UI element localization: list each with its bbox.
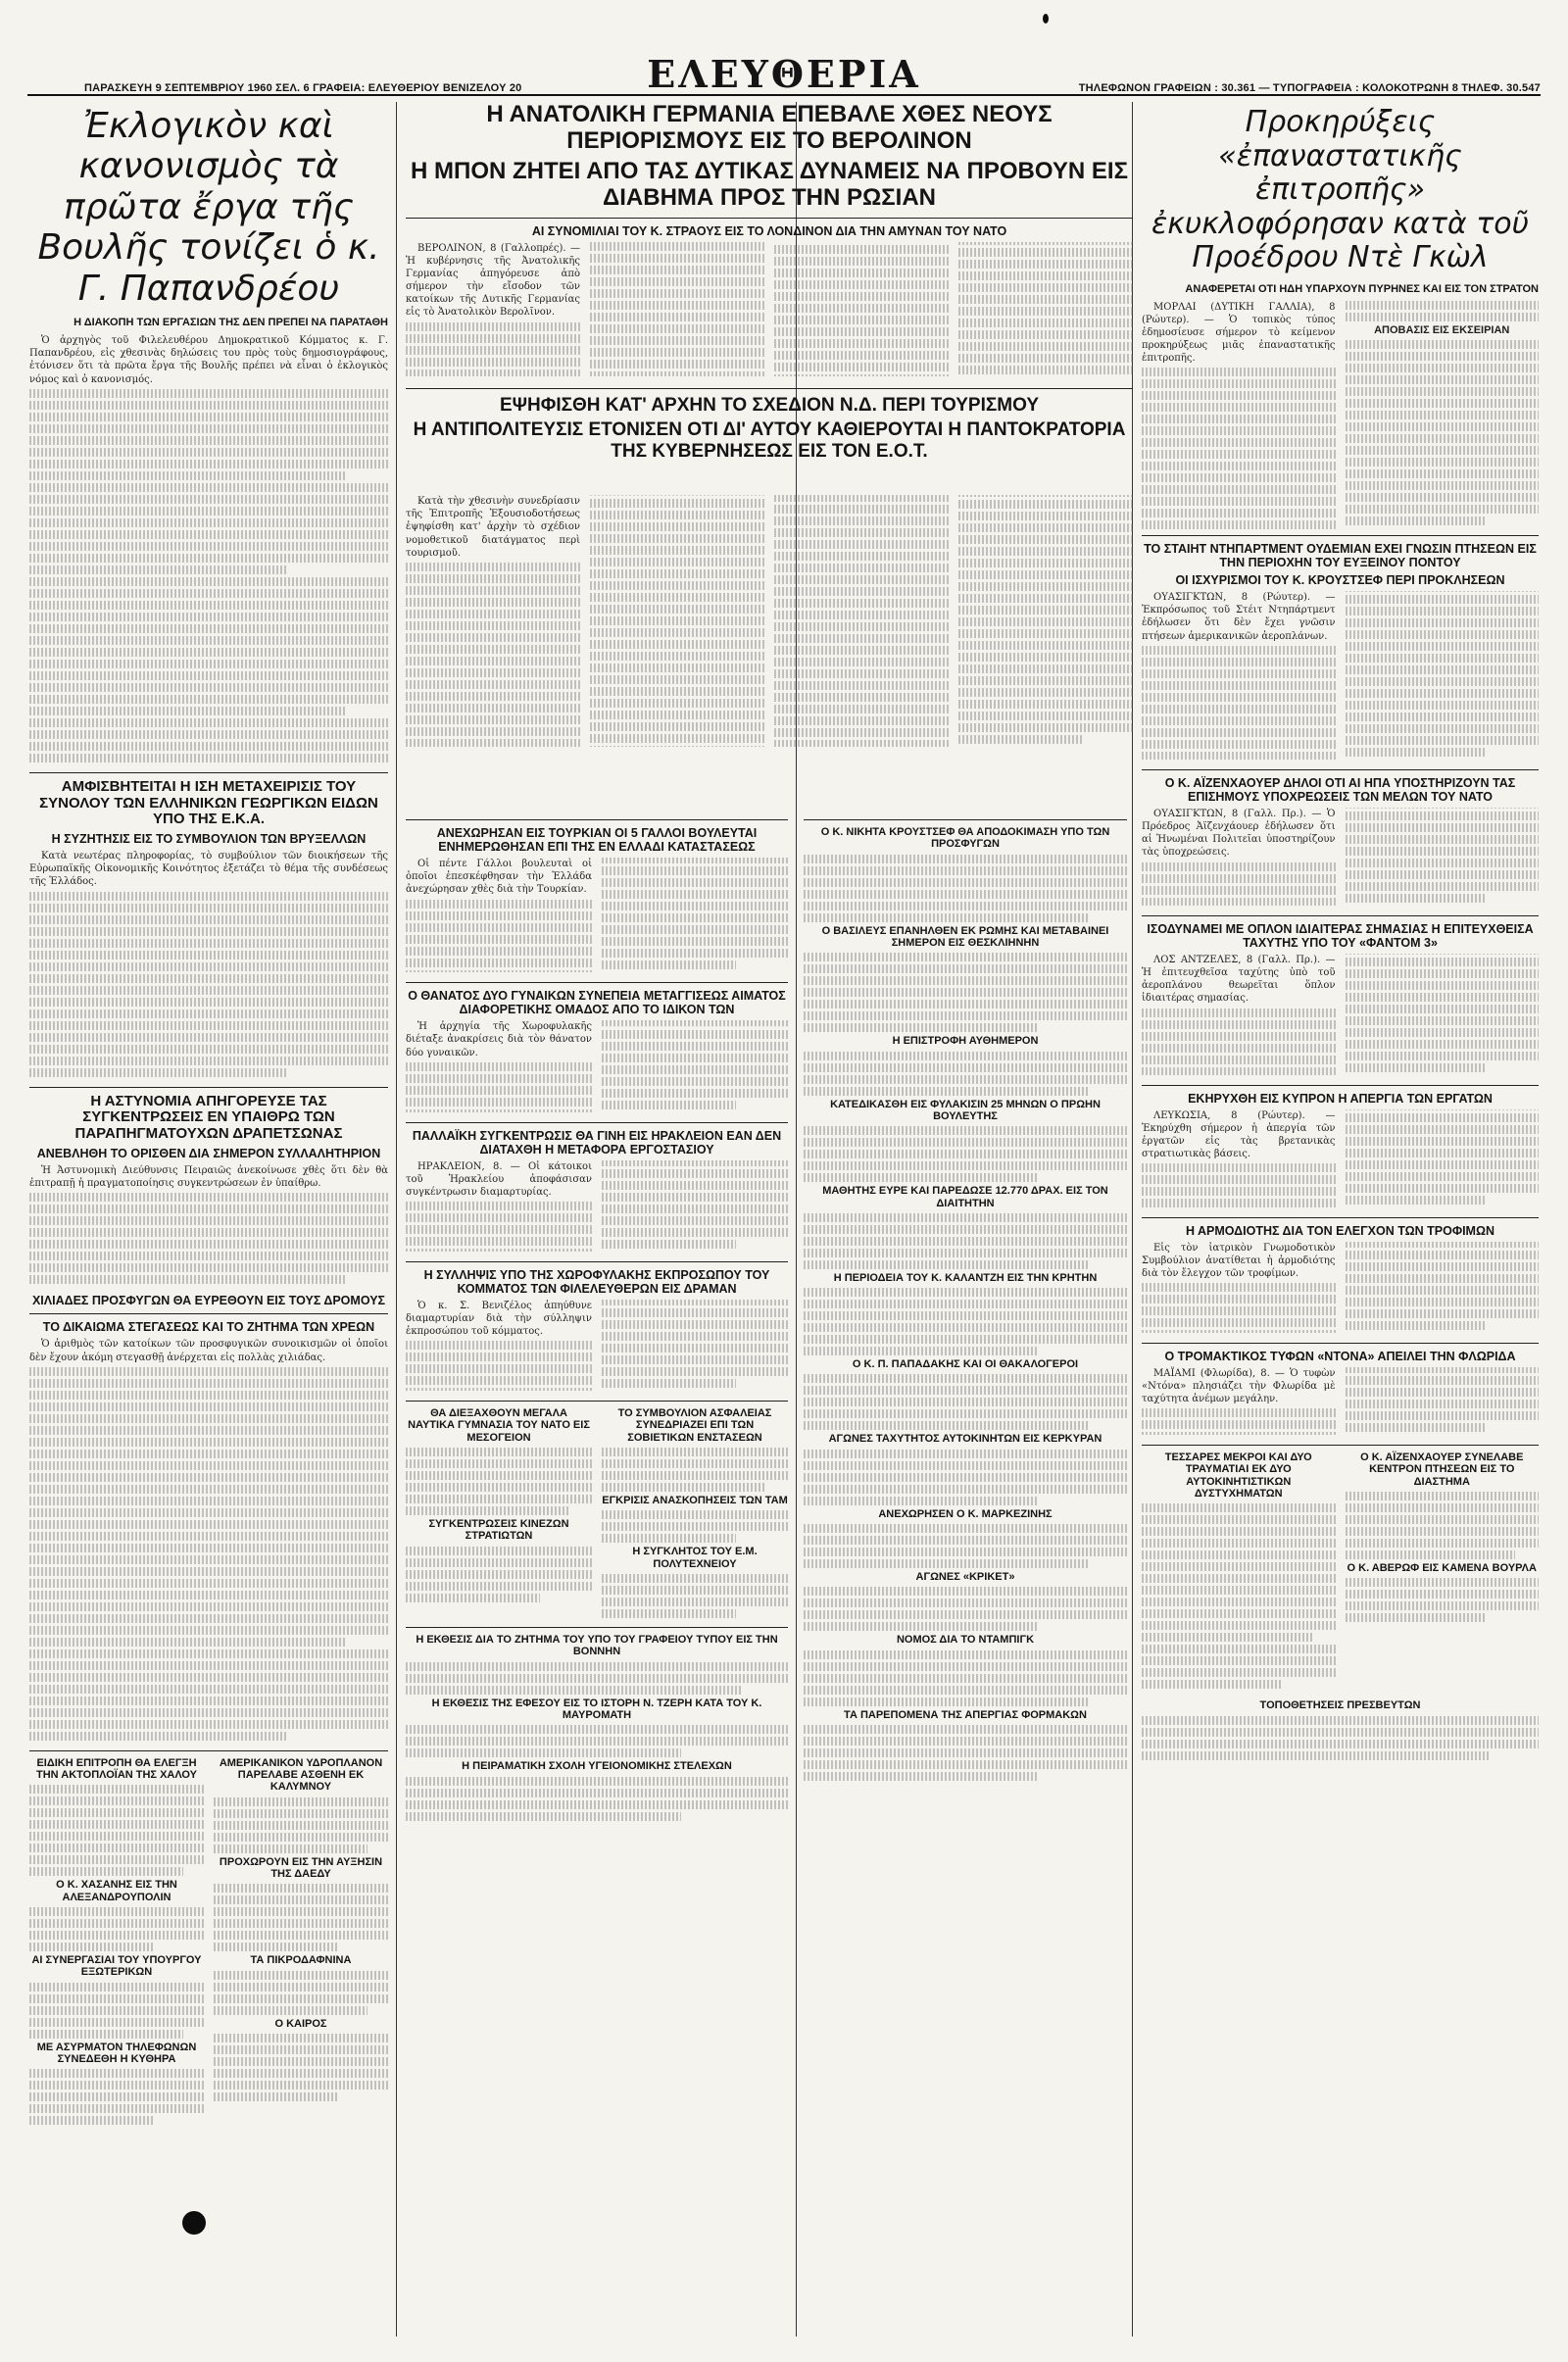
right-briefs-col-a [1142, 1452, 1336, 1692]
eisenhower-nato-body: ΟΥΑΣΙΓΚΤΩΝ, 8 (Γαλλ. Πρ.). — Ὁ Πρόεδρος Ἀϊζενχάουερ ἐδήλωσεν ὅτι αἱ Ἡνωμέναι Πολιτεῖαι ὑποστηρίζουν τὰς ὑποχρεώσεις. [1142, 808, 1539, 906]
story-eka-deck: Η ΣΥΖΗΤΗΣΙΣ ΕΙΣ ΤΟ ΣΥΜΒΟΥΛΙΟΝ ΤΩΝ ΒΡΥΞΕΛΛΩΝ [51, 832, 367, 847]
brief-security-council-headline: ΤΟ ΣΥΜΒΟΥΛΙΟΝ ΑΣΦΑΛΕΙΑΣ ΣΥΝΕΔΡΙΑΖΕΙ ΕΠΙ ΤΩΝ ΣΟΒΙΕΤΙΚΩΝ ΕΝΣΤΑΣΕΩΝ [617, 1407, 772, 1444]
right-briefs-col-b [1346, 1452, 1540, 1692]
center-briefs [406, 1407, 788, 1621]
brief-kythira-headline: ΜΕ ΑΣΥΡΜΑΤΟΝ ΤΗΛΕΦΩΝΩΝ ΣΥΝΕΔΕΘΗ Η ΚΥΘΗΡΑ [36, 2041, 197, 2065]
brief-daedy-headline: ΠΡΟΧΩΡΟΥΝ ΕΙΣ ΤΗΝ ΑΥΞΗΣΙΝ ΤΗΣ ΔΑΕΔΥ [219, 1855, 383, 1881]
brief-chasanis-headline: Ο Κ. ΧΑΣΑΝΗΣ ΕΙΣ ΤΗΝ ΑΛΕΞΑΝΔΡΟΥΠΟΛΙΝ [56, 1879, 177, 1903]
story-police-body: Ἡ Ἀστυνομικὴ Διεύθυνσις Πειραιῶς ἀνεκοίνωσε χθὲς ὅτι δὲν θὰ ἐπιτραπῇ ἡ πραγματοποίησις συγκεντρώσεων ἐν ὑπαίθρω. [29, 1164, 388, 1284]
brief-polytechnic-headline: Η ΣΥΓΚΛΗΤΟΣ ΤΟΥ Ε.Μ. ΠΟΛΥΤΕΧΝΕΙΟΥ [632, 1546, 758, 1570]
column-left [29, 102, 388, 2337]
story-eisenhower-nato [1142, 776, 1539, 906]
brief-weather-headline: Ο ΚΑΙΡΟΣ [274, 2017, 327, 2030]
masthead-phones: ΤΗΛΕΦΩΝΟΝ ΓΡΑΦΕΙΩΝ : 30.361 — ΤΥΠΟΓΡΑΦΕΙΑ : ΚΟΛΟΚΟΤΡΩΝΗ 8 ΤΗΛΕΦ. 30.547 [1078, 82, 1541, 94]
eisenhower-nato-headline: Ο Κ. ΑΪΖΕΝΧΑΟΥΕΡ ΔΗΛΟΙ ΟΤΙ ΑΙ ΗΠΑ ΥΠΟΣΤΗΡΙΖΟΥΝ ΤΑΣ ΕΠΙΣΗΜΟΥΣ ΥΠΟΧΡΕΩΣΕΙΣ ΤΩΝ ΜΕΛΩΝ ΤΟΥ ΝΑΤΟ [1164, 775, 1516, 804]
brief-markezinis-headline: ΑΝΕΧΩΡΗΣΕΝ Ο Κ. ΜΑΡΚΕΖΙΝΗΣ [878, 1507, 1053, 1520]
brief-ephesus-headline: Η ΕΚΘΕΣΙΣ ΤΗΣ ΕΦΕΣΟΥ ΕΙΣ ΤΟ ΙΣΤΟΡΗ Ν. ΤΖΕΡΗ ΚΑΤΑ ΤΟΥ Κ. ΜΑΥΡΟΜΑΤΗ [431, 1697, 762, 1721]
state-department-deck: ΟΙ ΙΣΧΥΡΙΣΜΟΙ ΤΟΥ Κ. ΚΡΟΥΣΤΣΕΦ ΠΕΡΙ ΠΡΟΚΛΗΣΕΩΝ [1175, 573, 1505, 587]
story-state-department [1142, 542, 1539, 760]
brief-papadakis-headline: Ο Κ. Π. ΠΑΠΑΔΑΚΗΣ ΚΑΙ ΟΙ ΘΑΚΑΛΟΓΕΡΟΙ [852, 1358, 1079, 1371]
typhoon-headline: Ο ΤΡΟΜΑΚΤΙΚΟΣ ΤΥΦΩΝ «ΝΤΟΝΑ» ΑΠΕΙΛΕΙ ΤΗΝ ΦΛΩΡΙΔΑ [1164, 1349, 1516, 1363]
cyprus-strike-body: ΛΕΥΚΩΣΙΑ, 8 (Ρώυτερ). — Ἐκηρύχθη σήμερον ἡ ἀπεργία τῶν ἐργατῶν εἰς τὰς βρετανικὰς στρατιωτικὰς βάσεις. [1142, 1109, 1539, 1207]
brief-foreign-minister-headline: ΑΙ ΣΥΝΕΡΓΑΣΙΑΙ ΤΟΥ ΥΠΟΥΡΓΟΥ ΕΞΩΤΕΡΙΚΩΝ [31, 1954, 202, 1979]
story-refugees-headline: ΧΙΛΙΑΔΕΣ ΠΡΟΣΦΥΓΩΝ ΘΑ ΕΥΡΕΘΟΥΝ ΕΙΣ ΤΟΥΣ ΔΡΟΜΟΥΣ [31, 1294, 386, 1308]
brief-student-headline: ΜΑΘΗΤΗΣ ΕΥΡΕ ΚΑΙ ΠΑΡΕΔΩΣΕ 12.770 ΔΡΑΧ. ΕΙΣ ΤΟΝ ΔΙΑΙΤΗΤΗΝ [822, 1185, 1108, 1209]
cyprus-strike-headline: ΕΚΗΡΥΧΘΗ ΕΙΣ ΚΥΠΡΟΝ Η ΑΠΕΡΓΙΑ ΤΩΝ ΕΡΓΑΤΩΝ [1188, 1091, 1493, 1106]
story-eka-body: Κατὰ νεωτέρας πληροφορίας, τὸ συμβούλιον τῶν διοικήσεων τῆς Εὐρωπαϊκῆς Οἰκονομικῆς Κοινότητος ἐξετάζει τὸ θέμα τῆς συνδέσεως τῆς Ἑλλάδος. [29, 850, 388, 1077]
right-column [1142, 529, 1539, 2362]
story-phantom [1142, 922, 1539, 1075]
transfusion-headline: Ο ΘΑΝΑΤΟΣ ΔΥΟ ΓΥΝΑΙΚΩΝ ΣΥΝΕΠΕΙΑ ΜΕΤΑΓΓΙΣΕΩΣ ΑΙΜΑΤΟΣ ΔΙΑΦΟΡΕΤΙΚΗΣ ΟΜΑΔΟΣ ΑΠΟ ΤΟ ΙΔΙΚΟΝ ΤΩΝ [408, 989, 786, 1017]
brief-accidents-headline: ΤΕΣΣΑΡΕΣ ΜΕΚΡΟΙ ΚΑΙ ΔΥΟ ΤΡΑΥΜΑΤΙΑΙ ΕΚ ΔΥΟ ΑΥΤΟΚΙΝΗΤΙΣΤΙΚΩΝ ΔΥΣΤΥΧΗΜΑΤΩΝ [1164, 1452, 1312, 1500]
opposition-headline: Η ΑΝΤΙΠΟΛΙΤΕΥΣΙΣ ΕΤΟΝΙΣΕΝ ΟΤΙ ΔΙ' ΑΥΤΟΥ ΚΑΘΙΕΡΟΥΤΑΙ Η ΠΑΝΤΟΚΡΑΤΟΡΙΑ ΤΗΣ ΚΥΒΕΡΝΗΣΕΩΣ ΕΙΣ ΤΟΝ Ε.Ο.Τ. [413, 419, 1126, 462]
degaulle-subhead: ΑΠΟΒΑΣΙΣ ΕΙΣ ΕΚΣΕΙΡΙΑΝ [1374, 323, 1510, 336]
state-department-body: ΟΥΑΣΙΓΚΤΩΝ, 8 (Ρώυτερ). — Ἐκπρόσωπος τοῦ Στέιτ Ντηπάρτμεντ ἐδήλωσεν ὅτι δὲν ἔχει γνῶσιν πτήσεων ἀμερικανικῶν ἀεροπλάνων. [1142, 591, 1539, 760]
drama-arrest-headline: Η ΣΥΛΛΗΨΙΣ ΥΠΟ ΤΗΣ ΧΩΡΟΦΥΛΑΚΗΣ ΕΚΠΡΟΣΩΠΟΥ ΤΟΥ ΚΟΜΜΑΤΟΣ ΤΩΝ ΦΙΛΕΛΕΥΘΕΡΩΝ ΕΙΣ ΔΡΑΜΑΝ [423, 1267, 770, 1296]
state-department-headline: ΤΟ ΣΤΑΙΗΤ ΝΤΗΠΑΡΤΜΕΝΤ ΟΥΔΕΜΙΑΝ ΕΧΕΙ ΓΝΩΣΙΝ ΠΤΗΣΕΩΝ ΕΙΣ ΤΗΝ ΠΕΡΙΟΧΗΝ ΤΟΥ ΕΥΞΕΙΝΟΥ ΠΟΝΤΟΥ [1144, 542, 1537, 569]
story-heraklion [406, 1129, 788, 1252]
masthead [27, 53, 1541, 96]
story-cyprus-strike [1142, 1092, 1539, 1207]
lead-headline: Ἐκλογικὸν καὶ κανονισμὸς τὰ πρῶτα ἔργα τῆς Βουλῆς τονίζει ὁ κ. Γ. Παπανδρέου [37, 106, 380, 309]
transfusion-body: Ἡ ἀρχηγία τῆς Χωροφυλακῆς διέταξε ἀνακρίσεις διὰ τὸν θάνατον δύο γυναικῶν. [406, 1020, 788, 1111]
brief-king-headline: Ο ΒΑΣΙΛΕΥΣ ΕΠΑΝΗΛΘΕΝ ΕΚ ΡΩΜΗΣ ΚΑΙ ΜΕΤΑΒΑΙΝΕΙ ΣΗΜΕΡΟΝ ΕΙΣ ΘΕΣΚΛΙΗΝΗΝ [821, 924, 1109, 949]
brief-corfu-racing-headline: ΑΓΩΝΕΣ ΤΑΧΥΤΗΤΟΣ ΑΥΤΟΚΙΝΗΤΩΝ ΕΙΣ ΚΕΡΚΥΡΑΝ [828, 1433, 1102, 1446]
brief-dumping-headline: ΝΟΜΟΣ ΔΙΑ ΤΟ ΝΤΑΜΠΙΓΚ [896, 1634, 1035, 1647]
right-briefs [1142, 1452, 1539, 1692]
food-control-headline: Η ΑΡΜΟΔΙΟΤΗΣ ΔΙΑ ΤΟΝ ΕΛΕΓΧΟΝ ΤΩΝ ΤΡΟΦΙΜΩΝ [1185, 1223, 1495, 1238]
left-briefs-col-a [29, 1757, 204, 2129]
brief-ambassadors-headline: ΤΟΠΟΘΕΤΗΣΕΙΣ ΠΡΕΣΒΕΥΤΩΝ [1259, 1699, 1421, 1712]
bonn-headline: Η ΜΠΟΝ ΖΗΤΕΙ ΑΠΟ ΤΑΣ ΔΥΤΙΚΑΣ ΔΥΝΑΜΕΙΣ ΝΑ ΠΡΟΒΟΥΝ ΕΙΣ ΔΙΑΒΗΜΑ ΠΡΟΣ ΤΗΝ ΡΩΣΙΑΝ [411, 157, 1128, 211]
french-mps-body: Οἱ πέντε Γάλλοι βουλευταὶ οἱ ὁποῖοι ἐπεσκέφθησαν τὴν Ἑλλάδα ἀνεχώρησαν χθὲς διὰ τὴν Τουρκίαν. [406, 858, 788, 972]
french-mps-headline: ΑΝΕΧΩΡΗΣΑΝ ΕΙΣ ΤΟΥΡΚΙΑΝ ΟΙ 5 ΓΑΛΛΟΙ ΒΟΥΛΕΥΤΑΙ ΕΝΗΜΕΡΩΘΗΣΑΝ ΕΠΙ ΤΗΣ ΕΝ ΕΛΛΑΔΙ ΚΑΤΑΣΤΑΣΕΩΣ [436, 826, 758, 854]
story-transfusion [406, 989, 788, 1111]
berlin-headline: Η ΑΝΑΤΟΛΙΚΗ ΓΕΡΜΑΝΙΑ ΕΠΕΒΑΛΕ ΧΘΕΣ ΝΕΟΥΣ ΠΕΡΙΟΡΙΣΜΟΥΣ ΕΙΣ ΤΟ ΒΕΡΟΛΙΝΟΝ [486, 102, 1053, 154]
brief-chinese-troops-headline: ΣΥΓΚΕΝΤΡΩΣΕΙΣ ΚΙΝΕΖΩΝ ΣΤΡΑΤΙΩΤΩΝ [428, 1518, 569, 1543]
heraklion-body: ΗΡΑΚΛΕΙΟΝ, 8. — Οἱ κάτοικοι τοῦ Ἡρακλείου ἀποφάσισαν συγκέντρωσιν διαμαρτυρίας. [406, 1160, 788, 1252]
drama-arrest-body: Ὁ κ. Σ. Βενιζέλος ἀπηύθυνε διαμαρτυρίαν διὰ τὴν σύλληψιν ἐκπροσώπου τοῦ κόμματος. [406, 1300, 788, 1391]
tourism-headline: ΕΨΗΦΙΣΘΗ ΚΑΤ' ΑΡΧΗΝ ΤΟ ΣΧΕΔΙΟΝ Ν.Δ. ΠΕΡΙ ΤΟΥΡΙΣΜΟΥ [499, 395, 1040, 416]
story-eka-headline: ΑΜΦΙΣΒΗΤΕΙΤΑΙ Η ΙΣΗ ΜΕΤΑΧΕΙΡΙΣΙΣ ΤΟΥ ΣΥΝΟΛΟΥ ΤΩΝ ΕΛΛΗΝΙΚΩΝ ΓΕΩΡΓΙΚΩΝ ΕΙΔΩΝ ΥΠΟ ΤΗΣ Ε.Κ.Α. [39, 777, 378, 828]
ink-mark [1043, 14, 1049, 24]
left-briefs [29, 1757, 388, 2129]
berlin-body: ΒΕΡΟΛΙΝΟΝ, 8 (Γαλλοπρές). — Ἡ κυβέρνησις τῆς Ἀνατολικῆς Γερμανίας ἀπηγόρευσε ἀπὸ σήμερον τὴν εἴσοδον τῶν κατοίκων τῆς Δυτικῆς Γερμανίας εἰς τὸ Ἀνατολικὸν Βερολῖνον. [406, 242, 1133, 377]
center-briefs-col-a [406, 1407, 592, 1621]
center-right-column [804, 813, 1127, 2337]
brief-bonn-press-headline: Η ΕΚΘΕΣΙΣ ΔΙΑ ΤΟ ΖΗΤΗΜΑ ΤΟΥ ΥΠΟ ΤΟΥ ΓΡΑΦΕΙΟΥ ΤΥΠΟΥ ΕΙΣ ΤΗΝ ΒΟΝΝΗΝ [416, 1634, 778, 1658]
brief-cricket-headline: ΑΓΩΝΕΣ «ΚΡΙΚΕΤ» [915, 1571, 1015, 1584]
phantom-body: ΛΟΣ ΑΝΤΖΕΛΕΣ, 8 (Γαλλ. Πρ.). — Ἡ ἐπιτευχθεῖσα ταχύτης ὑπὸ τοῦ ἀεροπλάνου θεωρεῖται ὅπλον ἰδιαιτέρας σημασίας. [1142, 954, 1539, 1075]
lead-story-papandreou [29, 106, 388, 763]
story-police [29, 1094, 388, 1285]
tourism-body: Κατὰ τὴν χθεσινὴν συνεδρίασιν τῆς Ἐπιτροπῆς Ἐξουσιοδοτήσεως ἐψηφίσθη κατ' ἀρχὴν τὸ σχέδιον νομοθετικοῦ διατάγματος περὶ τουρισμοῦ. [406, 495, 1133, 747]
story-drama-arrest [406, 1268, 788, 1391]
column-rule [396, 102, 397, 2337]
story-refugees-body: Ὁ ἀριθμὸς τῶν κατοίκων τῶν προσφυγικῶν συνοικισμῶν οἱ ὁποῖοι δὲν ἔχουν ἀκόμη στεγασθῇ ἀνέρχεται εἰς πολλὰς χιλιάδας. [29, 1338, 388, 1740]
berlin-story [406, 102, 1133, 376]
typhoon-body: ΜΑΪΑΜΙ (Φλωρίδα), 8. — Ὁ τυφὼν «Ντόνα» πλησιάζει τὴν Φλωρίδα μὲ ταχύτητα ἀνέμων μεγάλην. [1142, 1367, 1539, 1435]
brief-pharma-strike-headline: ΤΑ ΠΑΡΕΠΟΜΕΝΑ ΤΗΣ ΑΠΕΡΓΙΑΣ ΦΟΡΜΑΚΩΝ [844, 1708, 1087, 1721]
story-food-control [1142, 1224, 1539, 1333]
berlin-deck: ΑΙ ΣΥΝΟΜΙΛΙΑΙ ΤΟΥ Κ. ΣΤΡΑΟΥΣ ΕΙΣ ΤΟ ΛΟΝΔΙΝΟΝ ΔΙΑ ΤΗΝ ΑΜΥΝΑΝ ΤΟΥ ΝΑΤΟ [531, 223, 1007, 238]
center-lower-column [406, 813, 788, 2337]
food-control-body: Εἰς τὸν ἰατρικὸν Γνωμοδοτικὸν Συμβούλιον ἀνατίθεται ἡ ἁρμοδιότης διὰ τὸν ἔλεγχον τῶν τροφίμων. [1142, 1242, 1539, 1333]
story-police-headline: Η ΑΣΤΥΝΟΜΙΑ ΑΠΗΓΟΡΕΥΣΕ ΤΑΣ ΣΥΓΚΕΝΤΡΩΣΕΙΣ ΕΝ ΥΠΑΙΘΡΩ ΤΩΝ ΠΑΡΑΠΗΓΜΑΤΟΥΧΩΝ ΔΡΑΠΕΤΣΩΝΑΣ [74, 1092, 343, 1143]
brief-tam-headline: ΕΓΚΡΙΣΙΣ ΑΝΑΣΚΟΠΗΣΕΙΣ ΤΩΝ ΤΑΜ [602, 1495, 788, 1507]
story-french-mps [406, 826, 788, 972]
masthead-dateline: ΠΑΡΑΣΚΕΥΗ 9 ΣΕΠΤΕΜΒΡΙΟΥ 1960 ΣΕΛ. 6 ΓΡΑΦΕΙΑ: ΕΛΕΥΘΕΡΙΟΥ ΒΕΝΙΖΕΛΟΥ 20 [84, 82, 522, 94]
story-police-deck: ΑΝΕΒΛΗΘΗ ΤΟ ΟΡΙΣΘΕΝ ΔΙΑ ΣΗΜΕΡΟΝ ΣΥΛΛΑΛΗΤΗΡΙΟΝ [36, 1147, 381, 1161]
ink-blot [182, 2211, 206, 2235]
brief-seaplane-headline: ΑΜΕΡΙΚΑΝΙΚΟΝ ΥΔΡΟΠΛΑΝΟΝ ΠΑΡΕΛΑΒΕ ΑΣΘΕΝΗ ΕΚ ΚΑΛΥΜΝΟΥ [219, 1756, 383, 1794]
newspaper-title: ΕΛΕΥΘΕΡΙΑ [647, 52, 921, 96]
brief-space-headline: Ο Κ. ΑΪΖΕΝΧΑΟΥΕΡ ΣΥΝΕΛΑΒΕ ΚΕΝΤΡΟΝ ΠΤΗΣΕΩΝ ΕΙΣ ΤΟ ΔΙΑΣΤΗΜΑ [1360, 1452, 1524, 1488]
brief-health-school-headline: Η ΠΕΙΡΑΜΑΤΙΚΗ ΣΧΟΛΗ ΥΓΕΙΟΝΟΜΙΚΗΣ ΣΤΕΛΕΧΩΝ [462, 1760, 732, 1773]
brief-khrushchev-headline: Ο Κ. ΝΙΚΗΤΑ ΚΡΟΥΣΤΣΕΦ ΘΑ ΑΠΟΔΟΚΙΜΑΣΗ ΥΠΟ ΤΩΝ ΠΡΟΣΦΥΓΩΝ [820, 826, 1110, 851]
lead-deck: Η ΔΙΑΚΟΠΗ ΤΩΝ ΕΡΓΑΣΙΩΝ ΤΗΣ ΔΕΝ ΠΡΕΠΕΙ ΝΑ ΠΑΡΑΤΑΘΗ [74, 316, 388, 328]
lead-body: Ὁ ἀρχηγὸς τοῦ Φιλελευθέρου Δημοκρατικοῦ Κόμματος κ. Γ. Παπανδρέου, εἰς χθεσινὰς δηλώσεις του πρὸς τοὺς δημοσιογράφους, ἐτόνισεν ὅτι τὰ πρῶτα ἔργα τῆς Βουλῆς πρέπει νὰ εἶναι ὁ ἐκλογικὸς νόμος καὶ ὁ κανονισμός. [29, 334, 388, 763]
brief-nato-naval-headline: ΘΑ ΔΙΕΞΑΧΘΟΥΝ ΜΕΓΑΛΑ ΝΑΥΤΙΚΑ ΓΥΜΝΑΣΙΑ ΤΟΥ ΝΑΤΟ ΕΙΣ ΜΕΣΟΓΕΙΟΝ [408, 1407, 590, 1444]
story-refugees [29, 1294, 388, 1740]
degaulle-headline: Προκηρύξεις «ἐπαναστατικῆς ἐπιτροπῆς» ἐκυκλοφόρησαν κατὰ τοῦ Προέδρου Ντὲ Γκὼλ [1152, 105, 1529, 274]
degaulle-deck: ΑΝΑΦΕΡΕΤΑΙ ΟΤΙ ΗΔΗ ΥΠΑΡΧΟΥΝ ΠΥΡΗΝΕΣ ΚΑΙ ΕΙΣ ΤΟΝ ΣΤΡΑΤΟΝ [1185, 282, 1539, 295]
phantom-headline: ΙΣΟΔΥΝΑΜΕΙ ΜΕ ΟΠΛΟΝ ΙΔΙΑΙΤΕΡΑΣ ΣΗΜΑΣΙΑΣ Η ΕΠΙΤΕΥΧΘΕΙΣΑ ΤΑΧΥΤΗΣ ΥΠΟ ΤΟΥ «ΦΑΝΤΟΜ 3» [1147, 921, 1534, 950]
tourism-body-wrap [406, 495, 1133, 809]
center-briefs-col-b [602, 1407, 788, 1621]
story-typhoon [1142, 1350, 1539, 1435]
brief-return-headline: Η ΕΠΙΣΤΡΟΦΗ ΑΥΘΗΜΕΡΟΝ [892, 1035, 1039, 1048]
story-refugees-deck: ΤΟ ΔΙΚΑΙΩΜΑ ΣΤΕΓΑΣΕΩΣ ΚΑΙ ΤΟ ΖΗΤΗΜΑ ΤΩΝ ΧΡΕΩΝ [42, 1320, 375, 1335]
brief-akt-headline: ΕΙΔΙΚΗ ΕΠΙΤΡΟΠΗ ΘΑ ΕΛΕΓΞΗ ΤΗΝ ΑΚΤΟΠΛΟΪΑΝ ΤΗΣ ΧΑΛΟΥ [36, 1756, 197, 1782]
left-briefs-col-b [214, 1757, 388, 2129]
brief-crete-tour-headline: Η ΠΕΡΙΟΔΕΙΑ ΤΟΥ Κ. ΚΑΛΑΝΤΖΗ ΕΙΣ ΤΗΝ ΚΡΗΤΗΝ [833, 1271, 1098, 1284]
story-eka [29, 779, 388, 1077]
brief-sentence-headline: ΚΑΤΕΔΙΚΑΣΘΗ ΕΙΣ ΦΥΛΑΚΙΣΙΝ 25 ΜΗΝΩΝ Ο ΠΡΩΗΝ ΒΟΥΛΕΥΤΗΣ [830, 1098, 1101, 1122]
heraklion-headline: ΠΑΛΛΑΪΚΗ ΣΥΓΚΕΝΤΡΩΣΙΣ ΘΑ ΓΙΝΗ ΕΙΣ ΗΡΑΚΛΕΙΟΝ ΕΑΝ ΔΕΝ ΔΙΑΤΑΧΘΗ Η ΜΕΤΑΦΟΡΑ ΕΡΓΟΣΤΑΣΙΟΥ [412, 1128, 782, 1156]
brief-averof-headline: Ο Κ. ΑΒΕΡΩΦ ΕΙΣ ΚΑΜΕΝΑ ΒΟΥΡΛΑ [1347, 1562, 1537, 1574]
brief-pikrodafnina-headline: ΤΑ ΠΙΚΡΟΔΑΦΝΙΝΑ [250, 1954, 352, 1967]
degaulle-body: ΜΟΡΛΑΙ (ΔΥΤΙΚΗ ΓΑΛΛΙΑ), 8 (Ρώυτερ). — Ὁ τοπικὸς τύπος ἐδημοσίευσε σήμερον τὸ κείμενον προκηρύξεως μιᾶς ἐπαναστατικῆς ἐπιτροπῆς. ΑΠΟΒΑΣΙΣ ΕΙΣ ΕΚΣΕΙΡΙΑΝ [1142, 301, 1539, 531]
